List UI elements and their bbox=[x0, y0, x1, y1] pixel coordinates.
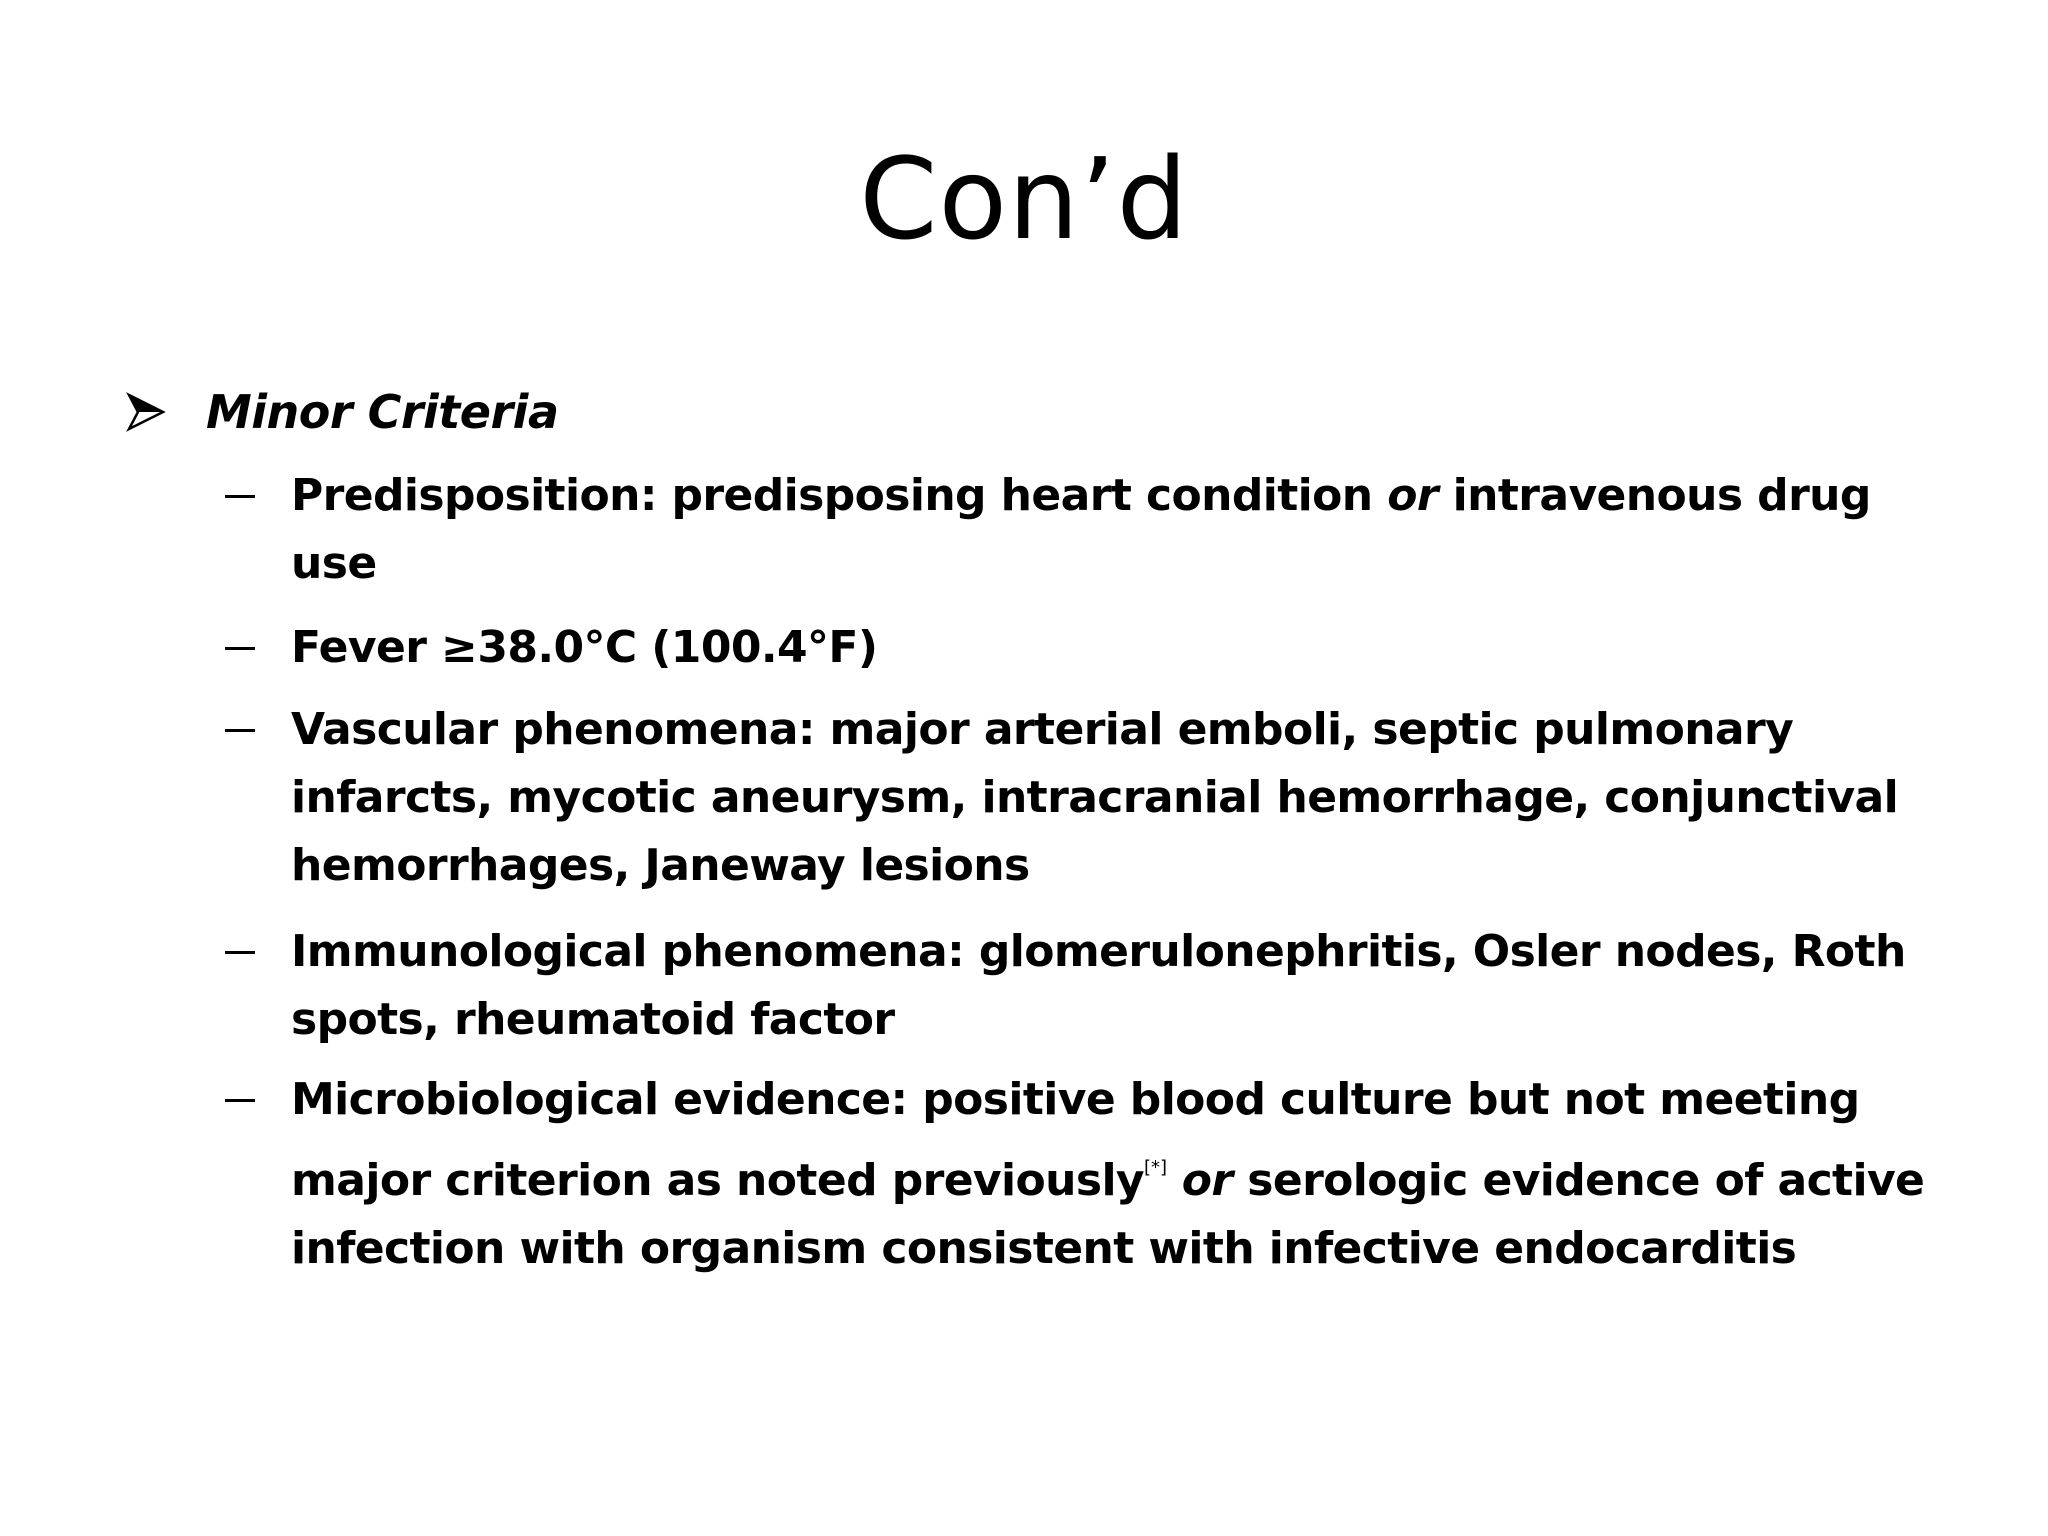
list-item-text: Predisposition: predisposing heart condition or intravenous drug use bbox=[291, 470, 1871, 589]
list-item-text: Vascular phenomena: major arterial emboli, septic pulmonary infarcts, mycotic aneurysm, intracranial hemorrhage, conjunctival hemorrhages, Janeway lesions bbox=[291, 704, 1899, 891]
arrow-bullet-icon bbox=[126, 392, 166, 432]
minor-criteria-heading: Minor Criteria bbox=[206, 385, 559, 439]
citation-superscript: [*] bbox=[1144, 1157, 1168, 1178]
list-item-immunological bbox=[225, 918, 1925, 1054]
list-item-fever bbox=[225, 614, 1925, 682]
minor-criteria-bullet bbox=[126, 380, 559, 444]
list-item-vascular bbox=[225, 696, 1925, 900]
list-item-text: Immunological phenomena: glomerulonephritis, Osler nodes, Roth spots, rheumatoid factor bbox=[291, 926, 1906, 1045]
list-item-microbiological bbox=[225, 1066, 1925, 1283]
list-item-text: Microbiological evidence: positive blood culture but not meeting major criterion as noted previously[*] or serologic evidence of active infection with organism consistent with infective endocarditis bbox=[291, 1074, 1925, 1274]
list-item-predisposition bbox=[225, 462, 1925, 598]
list-item-text: Fever ≥38.0°C (100.4°F) bbox=[291, 622, 878, 673]
slide-title: Con’d bbox=[859, 135, 1189, 265]
